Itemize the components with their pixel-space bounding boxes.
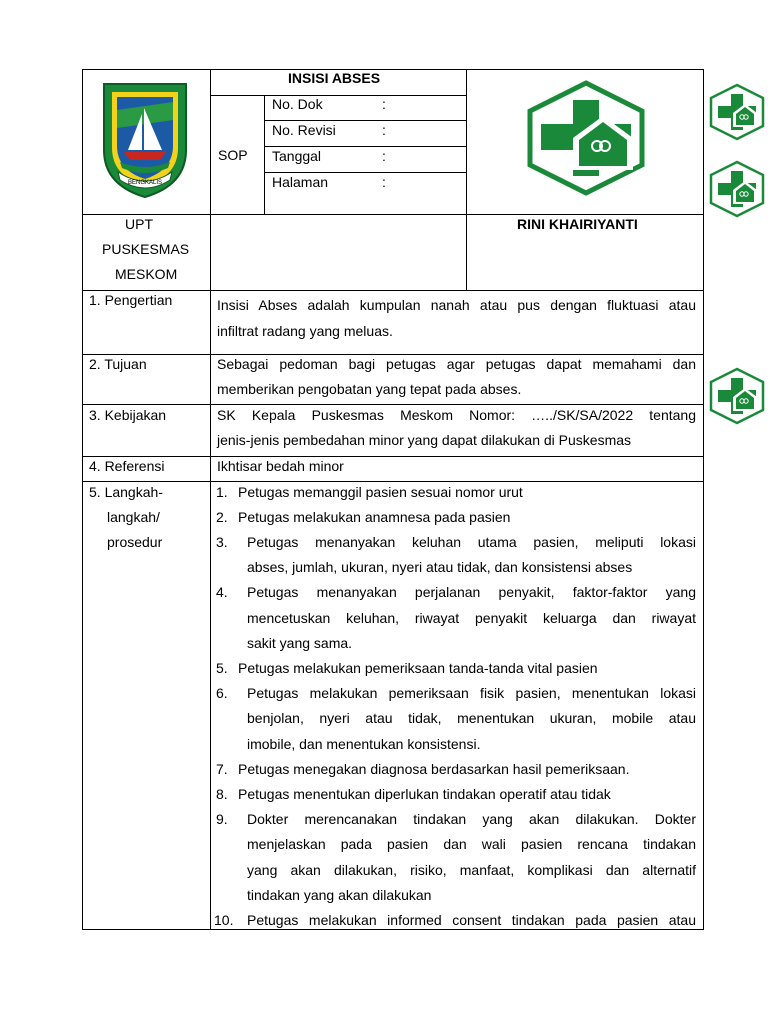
field-line-2 [264,146,467,147]
step-number: 4. [216,584,228,600]
tujuan-line-2: memberikan pengobatan yang tepat pada abses. [217,381,522,397]
step-text: Dokter merencanakan tindakan yang akan dilakukan. Dokter [247,811,696,827]
step-number: 5. [216,660,228,676]
field-label-no-revisi: No. Revisi [272,122,336,138]
col-divider-sop [264,95,265,214]
step-text: mencetuskan keluhan, riwayat penyakit keluarga dan riwayat [247,610,696,626]
pengertian-line-2: infiltrat radang yang meluas. [217,323,393,339]
step-number: 1. [216,484,228,500]
title-underline [210,95,467,96]
row-label-kebijakan: 3. Kebijakan [89,407,167,423]
tujuan-line-1: Sebagai pedoman bagi petugas agar petugas dapat memahami dan [217,356,696,372]
document-title: INSISI ABSES [288,70,381,86]
border-right [703,69,704,930]
header-bottom-line [82,214,704,215]
step-number: 7. [216,761,228,777]
field-value-tanggal: : [382,148,386,164]
step-text: menjelaskan pada pasien dan wali pasien rencana tindakan [247,836,696,852]
step-text: imobile, dan menentukan konsistensi. [247,736,481,752]
step-text: yang akan dilakukan, risiko, manfaat, komplikasi dan alternatif [247,862,696,878]
border-top [82,69,704,70]
step-text: Petugas menanyakan perjalanan penyakit, faktor-faktor yang [247,584,696,600]
step-number: 8. [216,786,228,802]
field-value-no-revisi: : [382,122,386,138]
kebijakan-line-2: jenis-jenis pembedahan minor yang dapat dilakukan di Puskesmas [217,432,632,448]
row-line-3 [82,456,704,457]
unit-name-line-3: MESKOM [115,266,178,282]
row-label-tujuan: 2. Tujuan [89,356,147,372]
pengertian-line-1: Insisi Abses adalah kumpulan nanah atau pus dengan fluktuasi atau [217,297,696,313]
step-text: Petugas melakukan informed consent tindakan pada pasien atau [247,912,696,928]
puskesmas-logo-icon [525,80,647,196]
step-text: Petugas menentukan diperlukan tindakan operatif atau tidak [238,786,611,802]
puskesmas-side-icon [709,83,765,141]
row-label-referensi: 4. Referensi [89,458,165,474]
sop-label: SOP [218,147,248,163]
unit-name-line-1: UPT [125,216,153,232]
unit-name-line-2: PUSKESMAS [102,241,190,257]
col-divider-main [210,69,211,930]
field-line-3 [264,172,467,173]
field-label-no-dok: No. Dok [272,96,323,112]
step-text: Petugas melakukan pemeriksaan tanda-tanda vital pasien [238,660,598,676]
field-value-halaman: : [382,174,386,190]
bengkalis-crest-logo [100,80,190,200]
step-text: Petugas menanyakan keluhan utama pasien, meliputi lokasi [247,534,696,550]
unit-bottom-line [82,290,704,291]
field-label-halaman: Halaman [272,174,329,190]
referensi-line-1: Ikhtisar bedah minor [217,458,344,474]
row-label-prosedur-2: langkah/ [107,509,160,525]
step-number: 3. [216,534,228,550]
puskesmas-side-icon [709,160,765,218]
field-value-no-dok: : [382,96,386,112]
border-bottom [82,929,704,930]
step-text: Petugas menegakan diagnosa berdasarkan hasil pemeriksaan. [238,761,630,777]
step-number: 2. [216,509,228,525]
kebijakan-line-1: SK Kepala Puskesmas Meskom Nomor: …../SK/SA/2022 tentang [217,407,696,423]
row-line-2 [82,404,704,405]
border-left [82,69,83,930]
step-text: benjolan, nyeri atau tidak, menentukan ukuran, mobile atau [247,710,696,726]
step-number: 6. [216,685,228,701]
step-text: Petugas memanggil pasien sesuai nomor urut [238,484,523,500]
signatory-name: RINI KHAIRIYANTI [517,216,638,232]
puskesmas-side-icon [709,367,765,425]
step-text: Petugas melakukan anamnesa pada pasien [238,509,511,525]
row-label-prosedur-1: 5. Langkah- [89,484,163,500]
step-text: Petugas melakukan pemeriksaan fisik pasien, menentukan lokasi [247,685,696,701]
field-line-1 [264,120,467,121]
step-text: tindakan yang akan dilakukan [247,887,432,903]
crest-banner-text: BENGKALIS [127,180,163,186]
field-label-tanggal: Tanggal [272,148,322,164]
row-label-prosedur-3: prosedur [107,534,163,550]
step-text: abses, jumlah, ukuran, nyeri atau tidak, dan konsistensi abses [247,559,633,575]
step-number: 9. [216,811,228,827]
col-divider-logo [466,69,467,290]
row-line-4 [82,481,704,482]
row-line-1 [82,354,704,355]
step-text: sakit yang sama. [247,635,353,651]
row-label-pengertian: 1. Pengertian [89,292,173,308]
step-number: 10. [214,912,234,928]
